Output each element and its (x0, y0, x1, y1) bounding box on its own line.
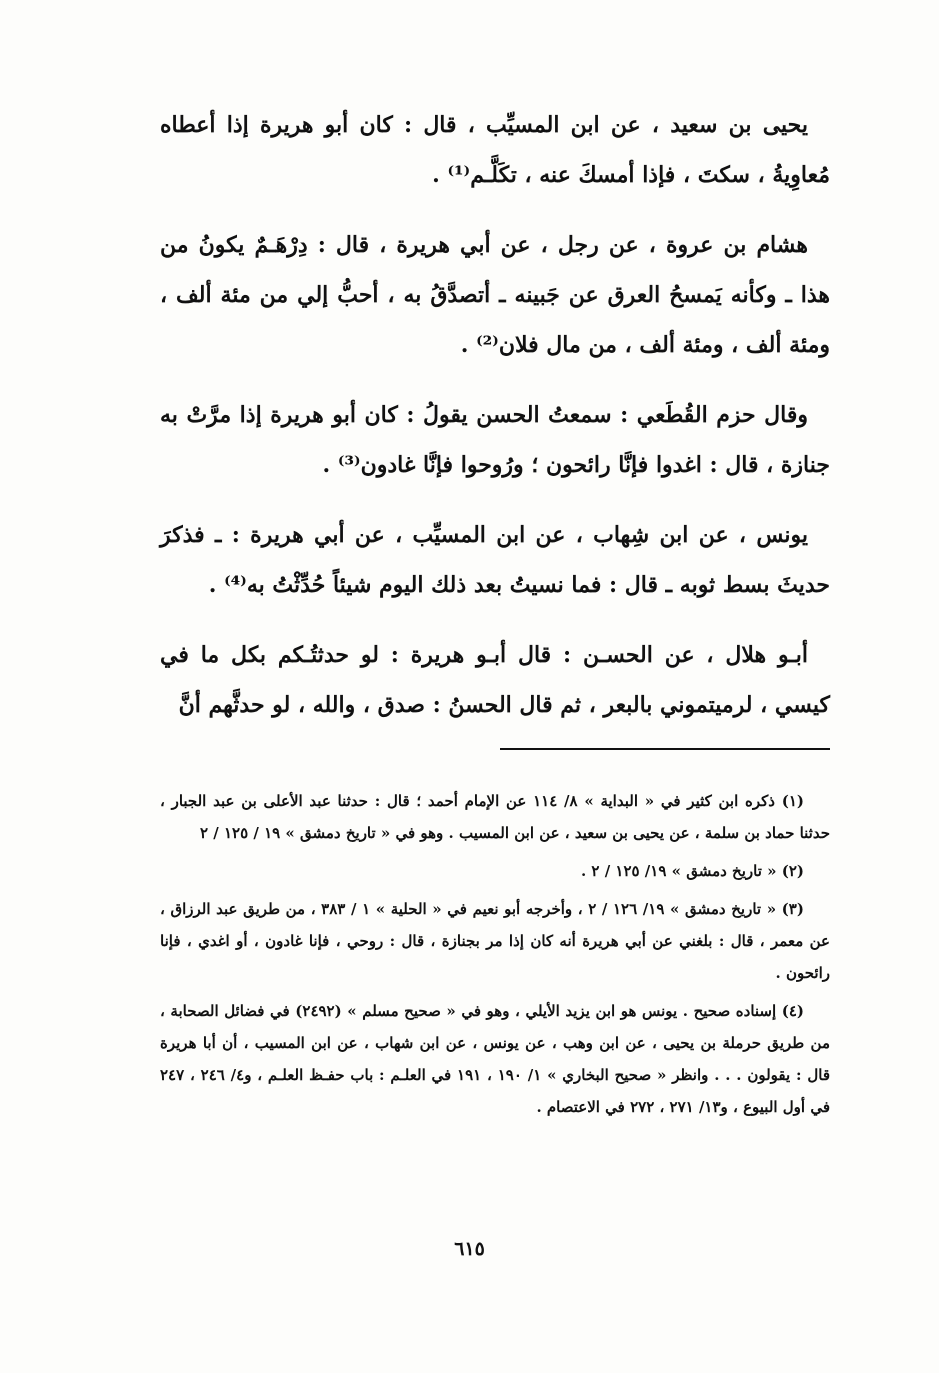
paragraph-1: يحيى بن سعيد ، عن ابن المسيِّب ، قال : كان أبو هريرة إذا أعطاه مُعاوِيةُ ، سكتَ ، فإذا أمسكَ عنه ، تكَلَّـم⁽¹⁾ . (160, 112, 830, 188)
footnote-3: (٣) « تاريخ دمشق » ١٩/ ١٢٦ / ٢ ، وأخرجه أبو نعيم في « الحلية » ١ / ٣٨٣ ، من طريق عبد الرزاق ، عن معمر ، قال : بلغني عن أبي هريرة أنه كان إذا مر بجنازة ، قال : روحي ، فإنا غادون ، أو اغدي ، فإنا رائحون . (160, 900, 830, 982)
footnote-2: (٢) « تاريخ دمشق » ١٩/ ١٢٥ / ٢ . (580, 862, 804, 880)
footnote-4: (٤) إسناده صحيح . يونس هو ابن يزيد الأيلي ، وهو في « صحيح مسلم » (٢٤٩٢) في فضائل الصحابة ، من طريق حرملة بن يحيى ، عن ابن وهب ، عن يونس ، عن ابن شهاب ، عن ابن المسيب ، أن أبا هريرة قال : يقولون . . . وانظر « صحيح البخاري » ١/ ١٩٠ ، ١٩١ في العلـم : باب حفـظ العلـم ، و٤/ ٢٤٦ ، ٢٤٧ في أول البيوع ، و١٣/ ٢٧١ ، ٢٧٢ في الاعتصام . (160, 1002, 830, 1116)
paragraph-4: يونس ، عن ابن شِهاب ، عن ابن المسيِّب ، عن أبي هريرة : ـ فذكرَ حديثَ بسط ثوبه ـ قال : فما نسيتُ بعد ذلك اليوم شيئاً حُدِّثْتُ به⁽⁴⁾ . (160, 522, 830, 598)
page-number: ٦١٥ (454, 1238, 485, 1260)
footnote-separator (500, 748, 830, 750)
footnotes (160, 785, 830, 1129)
paragraph-3: وقال حزم القُطَعي : سمعتُ الحسن يقولُ : كان أبو هريرة إذا مرَّتْ به جنازة ، قال : اغدوا فإنَّا رائحون ؛ ورُوحوا فإنَّا غادون⁽³⁾ . (160, 402, 830, 478)
paragraph-2: هشام بن عروة ، عن رجل ، عن أبي هريرة ، قال : دِرْهَـمٌ يكونُ من هذا ـ وكأنه يَمسحُ العرق عن جَبينه ـ أتصدَّقُ به ، أحبُّ إلي من مئة ألف ، ومئة ألف ، ومئة ألف ، من مال فلان⁽²⁾ . (160, 232, 830, 358)
main-text (160, 100, 830, 750)
footnote-1: (١) ذكره ابن كثير في « البداية » ٨/ ١١٤ عن الإمام أحمد ؛ قال : حدثنا عبد الأعلى بن عبد الجبار ، حدثنا حماد بن سلمة ، عن يحيى بن سعيد ، عن ابن المسيب . وهو في « تاريخ دمشق » ١٩ / ١٢٥ / ٢ (160, 792, 830, 842)
paragraph-5: أبـو هلال ، عن الحسـن : قال أبـو هريرة : لو حدثتُـكم بكل ما في كيسي ، لرميتموني بالبعر ، ثم قال الحسنُ : صدق ، والله ، لو حدثَّهم أنَّ (160, 642, 830, 718)
